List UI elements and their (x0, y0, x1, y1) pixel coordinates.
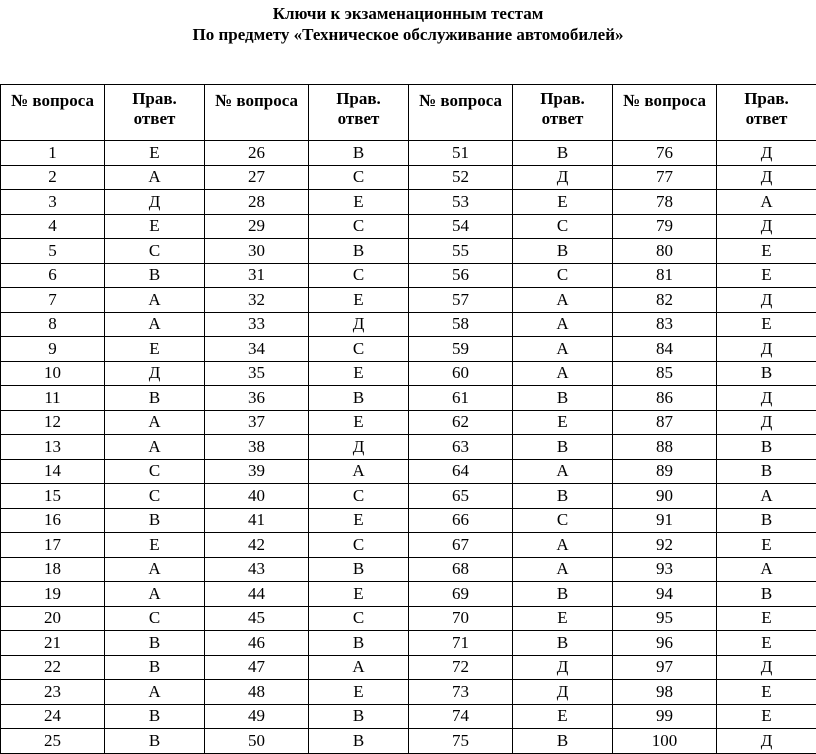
correct-answer-header-line1: Прав. (540, 89, 585, 108)
table-row (1, 533, 816, 558)
table-row (1, 459, 816, 484)
table-row (1, 582, 816, 607)
correct-answer-header (309, 85, 409, 141)
question-number-cell: 91 (613, 508, 717, 533)
question-number-cell: 20 (1, 606, 105, 631)
question-number-cell: 64 (409, 459, 513, 484)
answer-cell: Е (717, 263, 816, 288)
table-row (1, 606, 816, 631)
answer-cell: С (309, 533, 409, 558)
question-number-header: № вопроса (1, 85, 105, 141)
answer-cell: В (309, 631, 409, 656)
answer-cell: В (717, 435, 816, 460)
table-row (1, 141, 816, 166)
question-number-cell: 66 (409, 508, 513, 533)
question-number-cell: 11 (1, 386, 105, 411)
question-number-cell: 56 (409, 263, 513, 288)
question-number-cell: 98 (613, 680, 717, 705)
answer-cell: Е (717, 704, 816, 729)
table-row (1, 484, 816, 509)
question-number-cell: 1 (1, 141, 105, 166)
question-number-cell: 6 (1, 263, 105, 288)
question-number-cell: 17 (1, 533, 105, 558)
answer-cell: Е (105, 533, 205, 558)
question-number-cell: 21 (1, 631, 105, 656)
question-number-cell: 5 (1, 239, 105, 264)
answer-cell: А (105, 410, 205, 435)
answer-cell: Д (717, 655, 816, 680)
answer-cell: А (717, 190, 816, 215)
answer-cell: Е (105, 214, 205, 239)
answer-cell: С (513, 508, 613, 533)
question-number-cell: 50 (205, 729, 309, 754)
question-number-cell: 45 (205, 606, 309, 631)
question-number-cell: 30 (205, 239, 309, 264)
question-number-cell: 14 (1, 459, 105, 484)
question-number-cell: 68 (409, 557, 513, 582)
question-number-cell: 95 (613, 606, 717, 631)
answer-cell: В (513, 582, 613, 607)
question-number-cell: 43 (205, 557, 309, 582)
question-number-cell: 53 (409, 190, 513, 215)
question-number-cell: 13 (1, 435, 105, 460)
question-number-cell: 12 (1, 410, 105, 435)
question-number-cell: 22 (1, 655, 105, 680)
question-number-cell: 77 (613, 165, 717, 190)
answer-cell: В (105, 704, 205, 729)
table-row (1, 263, 816, 288)
answer-cell: Е (717, 533, 816, 558)
question-number-cell: 92 (613, 533, 717, 558)
table-row (1, 704, 816, 729)
question-number-cell: 48 (205, 680, 309, 705)
question-number-header: № вопроса (613, 85, 717, 141)
answer-cell: С (309, 165, 409, 190)
answer-cell: С (309, 337, 409, 362)
answer-cell: В (309, 239, 409, 264)
question-number-cell: 16 (1, 508, 105, 533)
answer-cell: Е (717, 606, 816, 631)
correct-answer-header-line1: Прав. (132, 89, 177, 108)
answer-cell: А (717, 557, 816, 582)
answer-cell: В (513, 631, 613, 656)
answer-cell: В (513, 435, 613, 460)
table-row (1, 214, 816, 239)
table-row (1, 239, 816, 264)
answer-cell: А (513, 337, 613, 362)
answer-cell: А (513, 361, 613, 386)
table-row (1, 288, 816, 313)
answer-cell: Е (513, 410, 613, 435)
answer-cell: Д (717, 410, 816, 435)
question-number-cell: 59 (409, 337, 513, 362)
correct-answer-header-line1: Прав. (336, 89, 381, 108)
answer-cell: Д (309, 435, 409, 460)
answer-cell: Е (717, 312, 816, 337)
question-number-header: № вопроса (205, 85, 309, 141)
question-number-cell: 89 (613, 459, 717, 484)
answer-cell: В (309, 704, 409, 729)
question-number-cell: 85 (613, 361, 717, 386)
question-number-cell: 33 (205, 312, 309, 337)
question-number-cell: 97 (613, 655, 717, 680)
question-number-cell: 37 (205, 410, 309, 435)
question-number-cell: 87 (613, 410, 717, 435)
answer-key-body (1, 141, 816, 754)
answer-cell: Е (309, 361, 409, 386)
answer-cell: Е (309, 410, 409, 435)
question-number-header: № вопроса (409, 85, 513, 141)
answer-cell: С (105, 459, 205, 484)
correct-answer-header (513, 85, 613, 141)
answer-cell: В (105, 263, 205, 288)
answer-cell: В (105, 655, 205, 680)
answer-cell: А (513, 459, 613, 484)
answer-cell: А (105, 312, 205, 337)
question-number-cell: 31 (205, 263, 309, 288)
question-number-cell: 58 (409, 312, 513, 337)
question-number-cell: 63 (409, 435, 513, 460)
question-number-cell: 55 (409, 239, 513, 264)
question-number-cell: 9 (1, 337, 105, 362)
answer-cell: Д (717, 165, 816, 190)
answer-cell: Д (717, 141, 816, 166)
question-number-cell: 35 (205, 361, 309, 386)
table-row (1, 361, 816, 386)
question-number-cell: 29 (205, 214, 309, 239)
answer-cell: Д (717, 386, 816, 411)
answer-cell: В (513, 484, 613, 509)
question-number-cell: 88 (613, 435, 717, 460)
answer-cell: Д (513, 165, 613, 190)
table-row (1, 190, 816, 215)
question-number-cell: 60 (409, 361, 513, 386)
answer-cell: А (309, 655, 409, 680)
question-number-cell: 26 (205, 141, 309, 166)
question-number-cell: 94 (613, 582, 717, 607)
answer-cell: А (309, 459, 409, 484)
table-row (1, 410, 816, 435)
answer-cell: В (717, 508, 816, 533)
answer-cell: В (309, 141, 409, 166)
question-number-cell: 32 (205, 288, 309, 313)
question-number-cell: 40 (205, 484, 309, 509)
question-number-cell: 7 (1, 288, 105, 313)
question-number-cell: 76 (613, 141, 717, 166)
answer-cell: А (105, 582, 205, 607)
question-number-cell: 78 (613, 190, 717, 215)
answer-cell: Д (513, 680, 613, 705)
question-number-cell: 79 (613, 214, 717, 239)
question-number-cell: 57 (409, 288, 513, 313)
question-number-cell: 19 (1, 582, 105, 607)
correct-answer-header-line2: ответ (746, 109, 788, 128)
answer-cell: В (105, 386, 205, 411)
question-number-cell: 25 (1, 729, 105, 754)
question-number-cell: 23 (1, 680, 105, 705)
answer-cell: А (105, 435, 205, 460)
correct-answer-header (105, 85, 205, 141)
question-number-cell: 74 (409, 704, 513, 729)
question-number-cell: 38 (205, 435, 309, 460)
table-row (1, 312, 816, 337)
question-number-cell: 18 (1, 557, 105, 582)
answer-cell: Д (717, 288, 816, 313)
table-row (1, 655, 816, 680)
table-row (1, 729, 816, 754)
answer-cell: Е (717, 239, 816, 264)
table-row (1, 165, 816, 190)
answer-cell: Е (513, 704, 613, 729)
question-number-cell: 96 (613, 631, 717, 656)
question-number-cell: 2 (1, 165, 105, 190)
question-number-cell: 8 (1, 312, 105, 337)
question-number-cell: 69 (409, 582, 513, 607)
answer-cell: В (105, 729, 205, 754)
question-number-cell: 75 (409, 729, 513, 754)
answer-cell: Д (309, 312, 409, 337)
question-number-cell: 46 (205, 631, 309, 656)
question-number-cell: 34 (205, 337, 309, 362)
answer-cell: Е (105, 337, 205, 362)
question-number-cell: 73 (409, 680, 513, 705)
correct-answer-header-line2: ответ (134, 109, 176, 128)
question-number-cell: 71 (409, 631, 513, 656)
question-number-cell: 83 (613, 312, 717, 337)
question-number-cell: 42 (205, 533, 309, 558)
question-number-cell: 100 (613, 729, 717, 754)
answer-cell: А (717, 484, 816, 509)
question-number-cell: 47 (205, 655, 309, 680)
question-number-cell: 80 (613, 239, 717, 264)
answer-cell: Е (513, 190, 613, 215)
answer-cell: Е (309, 680, 409, 705)
question-number-cell: 27 (205, 165, 309, 190)
question-number-cell: 49 (205, 704, 309, 729)
question-number-cell: 65 (409, 484, 513, 509)
answer-cell: Д (105, 190, 205, 215)
correct-answer-header (717, 85, 816, 141)
table-row (1, 386, 816, 411)
answer-cell: В (513, 386, 613, 411)
question-number-cell: 52 (409, 165, 513, 190)
answer-cell: Е (309, 190, 409, 215)
answer-cell: С (513, 214, 613, 239)
question-number-cell: 36 (205, 386, 309, 411)
answer-cell: С (105, 484, 205, 509)
question-number-cell: 72 (409, 655, 513, 680)
answer-cell: Д (717, 214, 816, 239)
answer-cell: С (309, 484, 409, 509)
answer-cell: С (309, 263, 409, 288)
question-number-cell: 41 (205, 508, 309, 533)
table-row (1, 557, 816, 582)
question-number-cell: 15 (1, 484, 105, 509)
answer-cell: Е (513, 606, 613, 631)
table-row (1, 435, 816, 460)
answer-cell: В (309, 386, 409, 411)
question-number-cell: 24 (1, 704, 105, 729)
answer-cell: В (105, 631, 205, 656)
answer-cell: С (105, 606, 205, 631)
answer-cell: С (309, 606, 409, 631)
answer-cell: С (513, 263, 613, 288)
question-number-cell: 4 (1, 214, 105, 239)
question-number-cell: 93 (613, 557, 717, 582)
answer-cell: Е (717, 680, 816, 705)
answer-cell: Е (717, 631, 816, 656)
question-number-cell: 39 (205, 459, 309, 484)
question-number-cell: 99 (613, 704, 717, 729)
answer-cell: С (309, 214, 409, 239)
answer-cell: В (513, 239, 613, 264)
answer-cell: С (105, 239, 205, 264)
header-row (1, 85, 816, 141)
answer-cell: А (105, 680, 205, 705)
table-row (1, 631, 816, 656)
answer-cell: А (105, 557, 205, 582)
answer-cell: В (717, 459, 816, 484)
question-number-cell: 28 (205, 190, 309, 215)
answer-cell: А (105, 288, 205, 313)
answer-cell: В (309, 729, 409, 754)
table-row (1, 508, 816, 533)
document-title: Ключи к экзаменационным тестам (0, 4, 816, 24)
answer-cell: Е (309, 582, 409, 607)
question-number-cell: 67 (409, 533, 513, 558)
answer-cell: Д (717, 337, 816, 362)
question-number-cell: 54 (409, 214, 513, 239)
question-number-cell: 10 (1, 361, 105, 386)
question-number-cell: 90 (613, 484, 717, 509)
answer-cell: А (513, 288, 613, 313)
answer-cell: А (513, 557, 613, 582)
answer-cell: Е (105, 141, 205, 166)
correct-answer-header-line2: ответ (542, 109, 584, 128)
answer-cell: В (309, 557, 409, 582)
answer-cell: Д (513, 655, 613, 680)
question-number-cell: 62 (409, 410, 513, 435)
table-row (1, 680, 816, 705)
correct-answer-header-line1: Прав. (744, 89, 789, 108)
correct-answer-header-line2: ответ (338, 109, 380, 128)
answer-cell: Е (309, 508, 409, 533)
question-number-cell: 81 (613, 263, 717, 288)
answer-cell: В (513, 141, 613, 166)
question-number-cell: 84 (613, 337, 717, 362)
answer-cell: В (105, 508, 205, 533)
document-subtitle: По предмету «Техническое обслуживание автомобилей» (0, 25, 816, 45)
question-number-cell: 86 (613, 386, 717, 411)
answer-cell: А (105, 165, 205, 190)
answer-key-table (0, 84, 816, 754)
answer-cell: В (717, 582, 816, 607)
question-number-cell: 61 (409, 386, 513, 411)
question-number-cell: 82 (613, 288, 717, 313)
answer-cell: А (513, 533, 613, 558)
answer-cell: В (513, 729, 613, 754)
answer-cell: Д (717, 729, 816, 754)
answer-cell: Е (309, 288, 409, 313)
question-number-cell: 70 (409, 606, 513, 631)
table-row (1, 337, 816, 362)
answer-cell: В (717, 361, 816, 386)
question-number-cell: 44 (205, 582, 309, 607)
question-number-cell: 51 (409, 141, 513, 166)
answer-cell: Д (105, 361, 205, 386)
question-number-cell: 3 (1, 190, 105, 215)
answer-cell: А (513, 312, 613, 337)
